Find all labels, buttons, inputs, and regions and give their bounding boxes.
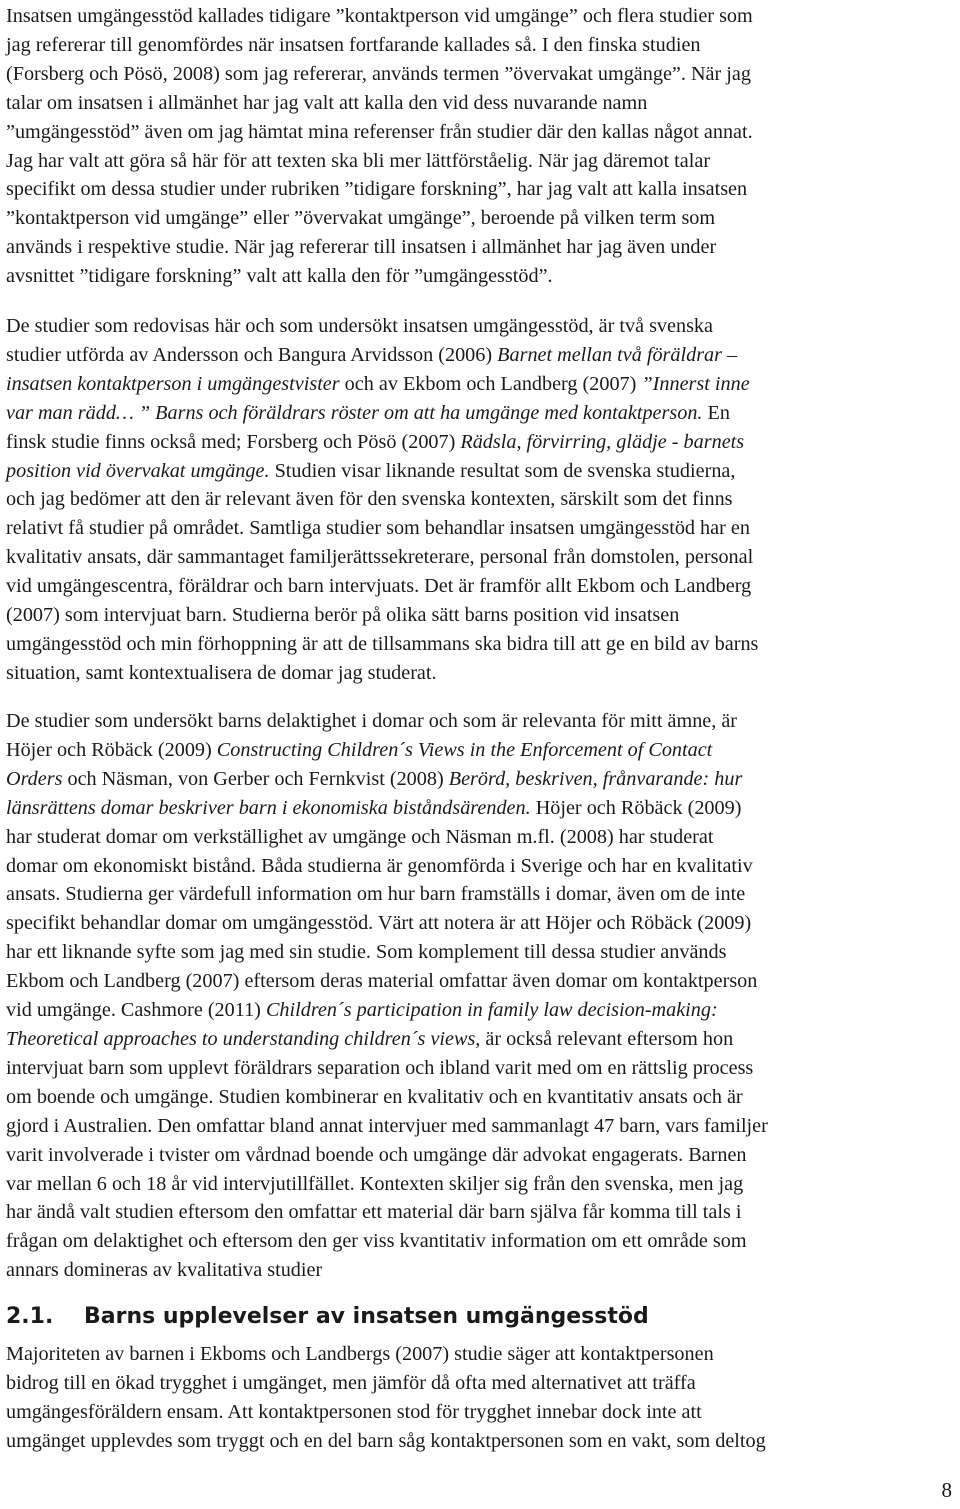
text-line: (Forsberg och Pösö, 2008) som jag refererar, används termen ”övervakat umgänge”. När jag bbox=[6, 62, 751, 85]
text-line: Majoriteten av barnen i Ekboms och Landbergs (2007) studie säger att kontaktpersonen bbox=[6, 1343, 714, 1365]
page-number: 8 bbox=[941, 1478, 952, 1502]
text-line: var man rädd… ” Barns och föräldrars röster om att ha umgänge med kontaktperson. En bbox=[6, 401, 730, 424]
text-line: vid umgänge. Cashmore (2011) Children´s participation in family law decision-making: bbox=[6, 999, 718, 1022]
italic-title: Children´s participation in family law decision-making: bbox=[265, 999, 718, 1022]
text-line: intervjuat barn som upplevt föräldrars separation och ibland varit med om en rättslig process bbox=[6, 1056, 754, 1079]
text-line: De studier som undersökt barns delaktighet i domar och som är relevanta för mitt ämne, är bbox=[6, 710, 738, 732]
text-line: talar om insatsen i allmänhet har jag valt att kalla den vid dess nuvarande namn bbox=[6, 91, 648, 114]
text-line: Insatsen umgängesstöd kallades tidigare ”kontaktperson vid umgänge” och flera studier som bbox=[6, 5, 753, 27]
text-line: situation, samt kontextualisera de domar jag studerat. bbox=[6, 661, 437, 684]
text-line: position vid övervakat umgänge. Studien visar liknande resultat som de svenska studierna, bbox=[6, 459, 736, 482]
text-line: Theoretical approaches to understanding children´s views, är också relevant eftersom hon bbox=[6, 1027, 734, 1050]
text-line: ansats. Studierna ger värdefull information om hur barn framställs i domar, även om de inte bbox=[6, 883, 746, 906]
text-line: har ett liknande syfte som jag med sin studie. Som komplement till dessa studier används bbox=[6, 941, 727, 964]
text-line: varit involverade i tvister om vårdnad boende och umgänge där advokat engagerats. Barnen bbox=[6, 1143, 747, 1166]
italic-title: Rädsla, förvirring, glädje - barnets bbox=[460, 430, 745, 453]
text-line: umgängesstöd och min förhoppning är att de tillsammans ska bidra till att ge en bild av barns bbox=[6, 632, 759, 655]
text-line: ”umgängesstöd” även om jag hämtat mina referenser från studier där den kallas något annat. bbox=[6, 120, 753, 143]
text-line: finsk studie finns också med; Forsberg och Pösö (2007) Rädsla, förvirring, glädje - barnets bbox=[6, 430, 745, 453]
text-line: frågan om delaktighet och eftersom den ger viss kvantitativ information om ett område som bbox=[6, 1230, 747, 1253]
text-line: umgänget upplevdes som tryggt och en del barn såg kontaktpersonen som en vakt, som deltog bbox=[6, 1429, 766, 1452]
italic-title: länsrättens domar beskriver barn i ekonomiska biståndsärenden. bbox=[6, 796, 531, 819]
italic-title: Barnet mellan två föräldrar – bbox=[497, 343, 738, 366]
text-line: domar om ekonomiskt bistånd. Båda studierna är genomförda i Sverige och har en kvalitativ bbox=[6, 854, 753, 877]
paragraph-3 bbox=[6, 707, 768, 1285]
text-line: används i respektive studie. När jag refererar till insatsen i allmänhet har jag även under bbox=[6, 236, 717, 259]
section-title: Barns upplevelser av insatsen umgängesstöd bbox=[84, 1304, 649, 1329]
text-line: studier utförda av Andersson och Bangura Arvidsson (2006) Barnet mellan två föräldrar – bbox=[6, 343, 738, 366]
text-line: vid umgängescentra, föräldrar och barn intervjuats. Det är framför allt Ekbom och Landberg bbox=[6, 575, 752, 598]
text-line: (2007) som intervjuat barn. Studierna berör på olika sätt barns position vid insatsen bbox=[6, 604, 680, 627]
paragraph-2 bbox=[6, 312, 758, 688]
italic-title: Berörd, beskriven, frånvarande: hur bbox=[448, 767, 743, 790]
italic-title: Constructing Children´s Views in the Enforcement of Contact bbox=[216, 738, 713, 761]
text-line: Orders och Näsman, von Gerber och Fernkvist (2008) Berörd, beskriven, frånvarande: hur bbox=[6, 767, 743, 790]
text-line: umgängesföräldern ensam. Att kontaktpersonen stod för trygghet innebar dock inte att bbox=[6, 1400, 702, 1423]
text-line: ”kontaktperson vid umgänge” eller ”övervakat umgänge”, beroende på vilken term som bbox=[6, 207, 716, 230]
section-number: 2.1. bbox=[6, 1304, 54, 1329]
text-line: Jag har valt att göra så här för att texten ska bli mer lättförståelig. När jag däremot talar bbox=[6, 149, 711, 172]
text-line: insatsen kontaktperson i umgängestvister och av Ekbom och Landberg (2007) ”Innerst inne bbox=[6, 372, 750, 395]
text-line: kvalitativ ansats, där sammantaget familjerättssekreterare, personal från domstolen, personal bbox=[6, 546, 754, 569]
text-line: annars domineras av kvalitativa studier bbox=[6, 1259, 323, 1282]
text-line: har ändå valt studien eftersom den omfattar ett material där barn själva får komma till tals i bbox=[6, 1201, 742, 1224]
text-line: bidrog till en ökad trygghet i umgänget, men jämför då ofta med alternativet att träffa bbox=[6, 1371, 696, 1394]
italic-title: position vid övervakat umgänge. bbox=[6, 459, 270, 482]
text-line: specifikt om dessa studier under rubriken ”tidigare forskning”, har jag valt att kalla insatsen bbox=[6, 178, 748, 201]
italic-title: Theoretical approaches to understanding children´s views, bbox=[6, 1027, 481, 1050]
text-line: och jag bedömer att den är relevant även för den svenska kontexten, särskilt som det finns bbox=[6, 488, 733, 511]
italic-title: Orders bbox=[6, 767, 63, 790]
italic-title: ”Innerst inne bbox=[641, 372, 750, 395]
text-line: gjord i Australien. Den omfattar bland annat intervjuer med sammanlagt 47 barn, vars familjer bbox=[6, 1114, 768, 1137]
italic-title: insatsen kontaktperson i umgängestvister bbox=[6, 372, 340, 395]
text-line: relativt få studier på området. Samtliga studier som behandlar insatsen umgängesstöd har en bbox=[6, 517, 750, 540]
paragraph-4 bbox=[6, 1340, 766, 1456]
paragraph-1 bbox=[6, 2, 753, 291]
section-heading bbox=[6, 1302, 649, 1332]
text-line: jag refererar till genomfördes när insatsen fortfarande kallades så. I den finska studien bbox=[6, 33, 701, 56]
italic-title: var man rädd… ” Barns och föräldrars röster om att ha umgänge med kontaktperson. bbox=[6, 401, 703, 424]
text-line: om boende och umgänge. Studien kombinerar en kvalitativ och en kvantitativ ansats och är bbox=[6, 1085, 743, 1108]
text-line: länsrättens domar beskriver barn i ekonomiska biståndsärenden. Höjer och Röbäck (2009) bbox=[6, 796, 742, 819]
text-line: har studerat domar om verkställighet av umgänge och Näsman m.fl. (2008) har studerat bbox=[6, 825, 714, 848]
text-line: specifikt behandlar domar om umgängesstöd. Värt att notera är att Höjer och Röbäck (2009) bbox=[6, 912, 752, 935]
text-line: var mellan 6 och 18 år vid intervjutillfället. Kontexten skiljer sig från den svenska, men jag bbox=[6, 1172, 744, 1195]
text-line: De studier som redovisas här och som undersökt insatsen umgängesstöd, är två svenska bbox=[6, 315, 713, 337]
text-line: avsnittet ”tidigare forskning” valt att kalla den för ”umgängesstöd”. bbox=[6, 265, 553, 288]
text-line: Höjer och Röbäck (2009) Constructing Children´s Views in the Enforcement of Contact bbox=[6, 738, 713, 761]
text-line: Ekbom och Landberg (2007) eftersom deras material omfattar även domar om kontaktperson bbox=[6, 970, 758, 993]
